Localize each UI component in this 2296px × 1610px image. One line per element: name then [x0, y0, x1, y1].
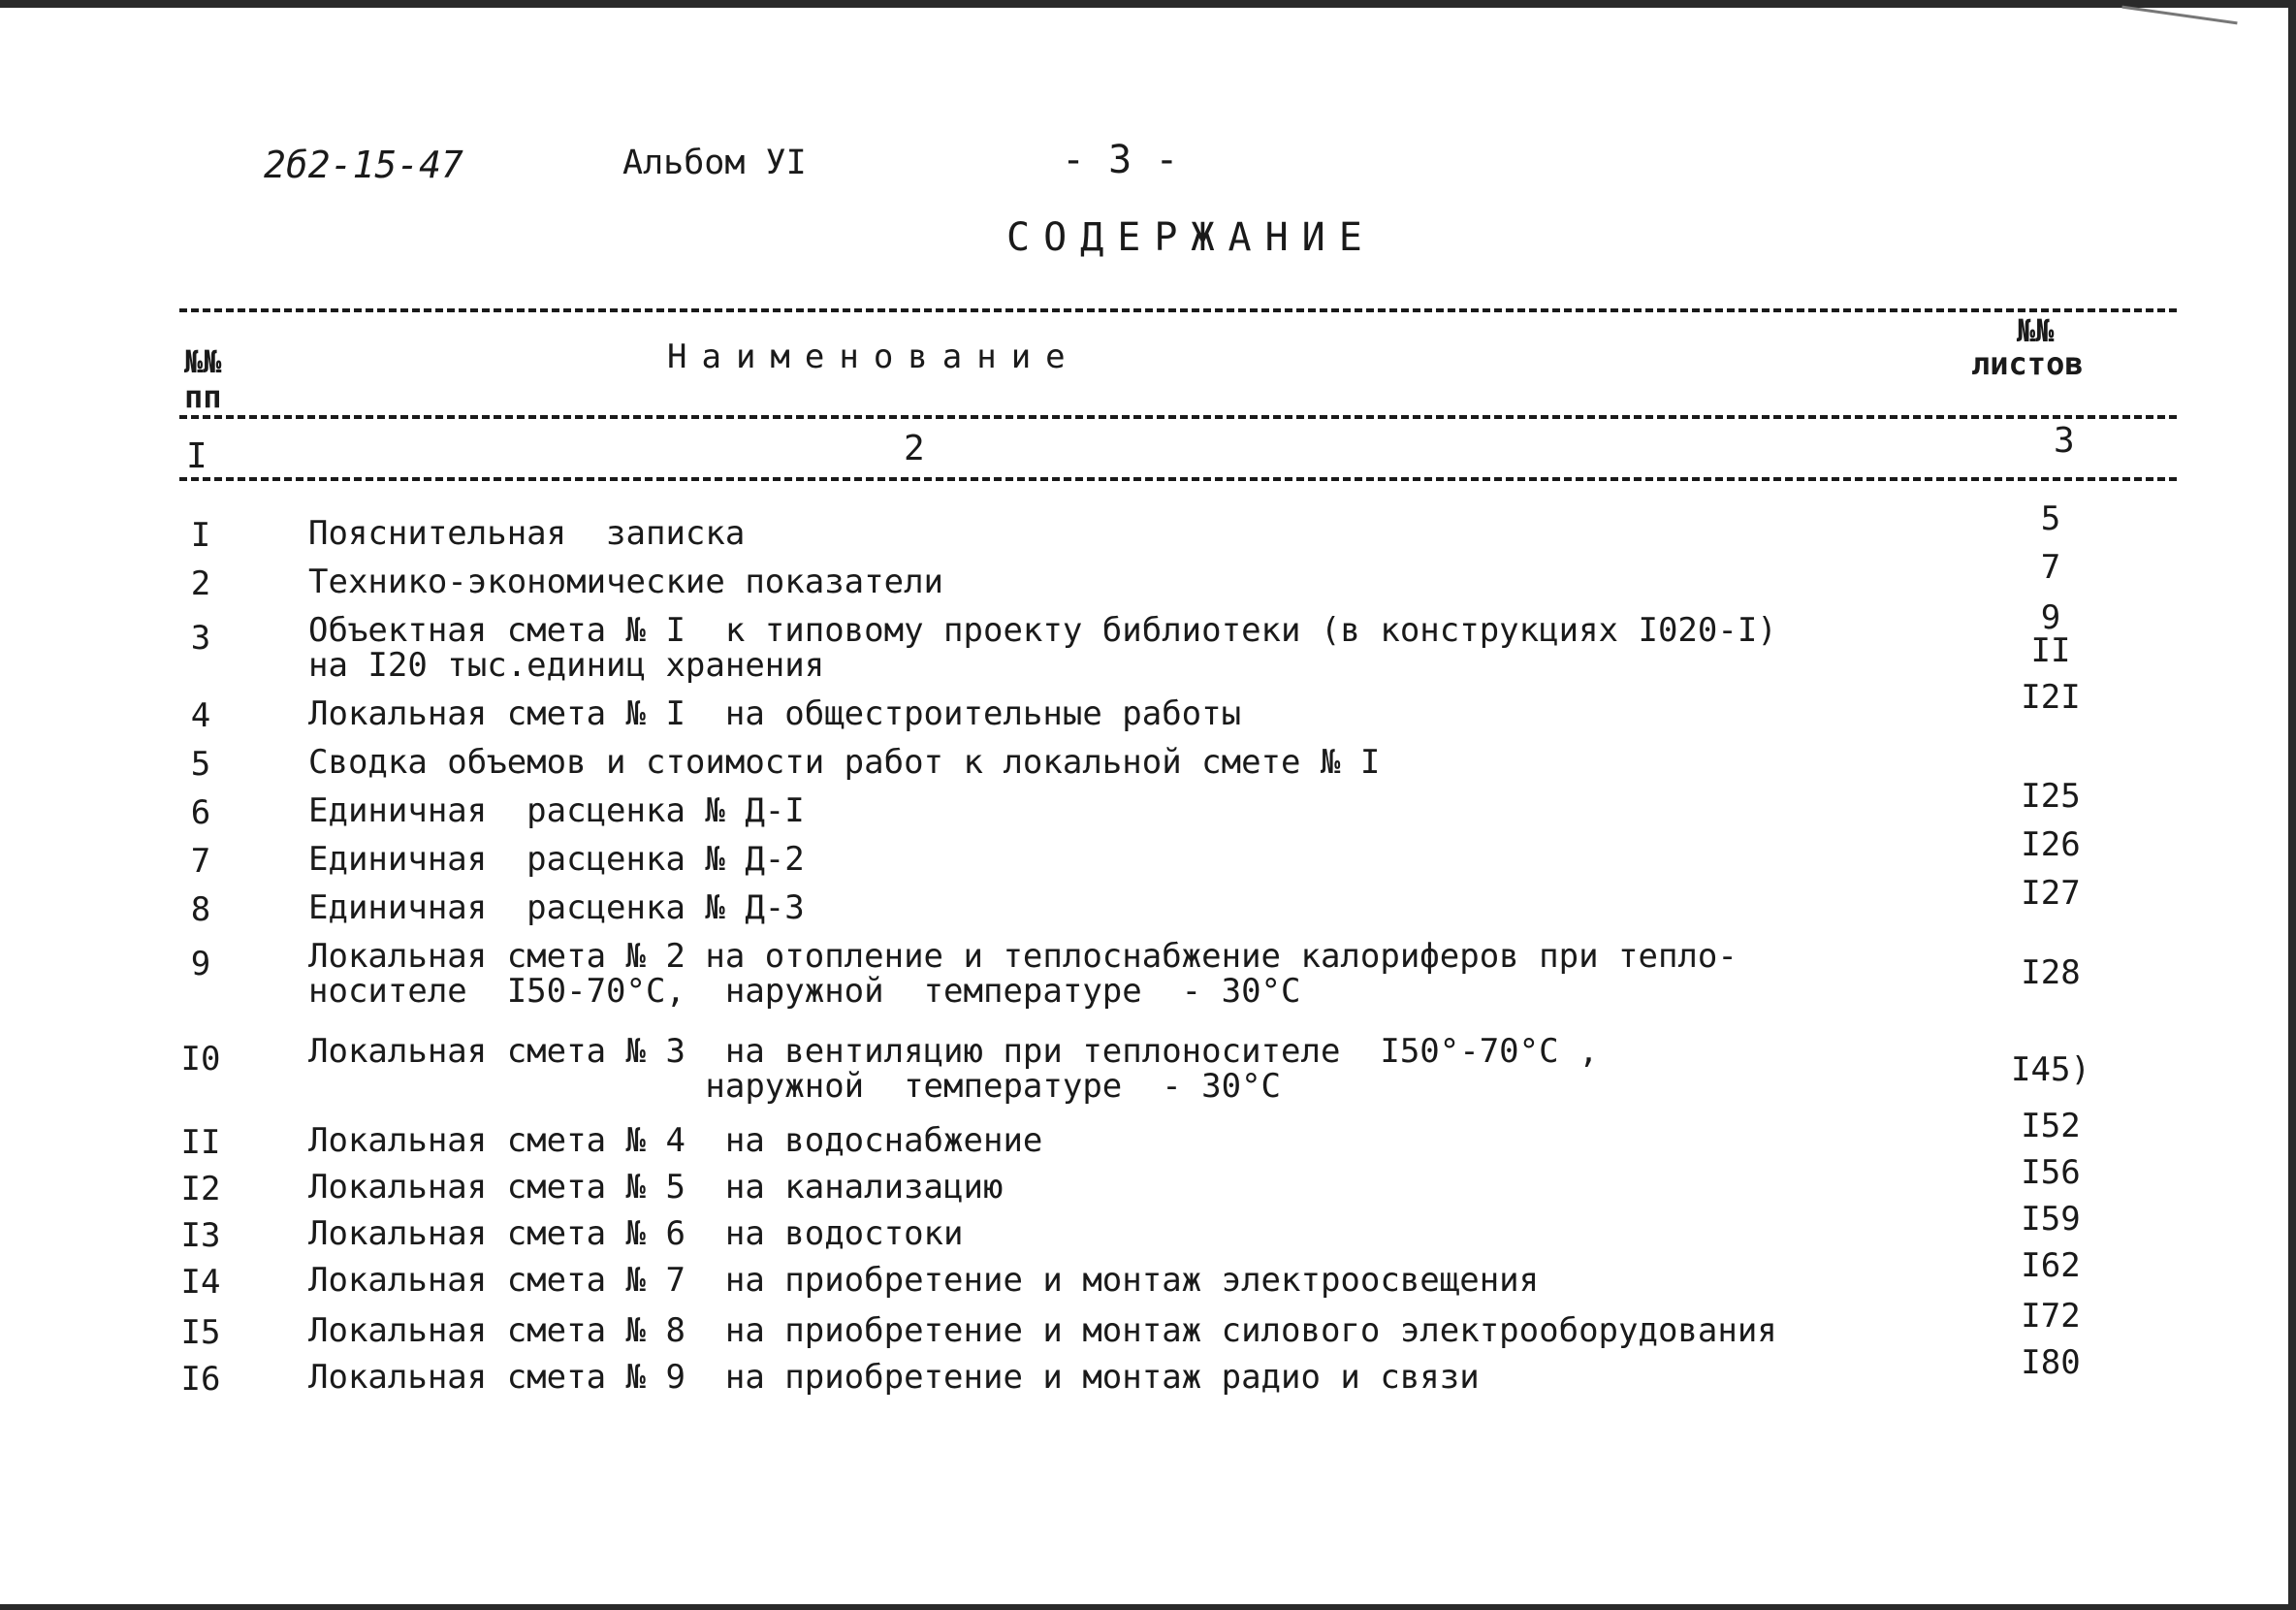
row-title: Единичная расценка № Д-I	[308, 791, 805, 830]
row-sheet: I28	[2021, 953, 2081, 992]
row-number: 4	[190, 696, 211, 735]
row-sheet: I52	[2021, 1107, 2081, 1145]
page-number: - 3 -	[1062, 138, 1179, 182]
row-title: Пояснительная записка	[308, 514, 746, 553]
row-number: I0	[180, 1040, 221, 1079]
row-number: I4	[180, 1263, 221, 1302]
document-code: 2б2-15-47	[264, 144, 463, 186]
row-sheet: I56	[2021, 1153, 2081, 1192]
row-title: Локальная смета № 6 на водостоки	[308, 1214, 964, 1253]
row-number: 2	[190, 564, 211, 603]
row-sheet: I59	[2021, 1200, 2081, 1239]
row-number: I3	[180, 1216, 221, 1255]
row-number: 9	[190, 945, 211, 983]
row-title: Сводка объемов и стоимости работ к локальной смете № I	[308, 743, 1381, 782]
row-title: Локальная смета № 7 на приобретение и монтаж электроосвещения	[308, 1261, 1540, 1300]
row-number: I5	[180, 1313, 221, 1352]
page-title: СОДЕРЖАНИЕ	[1006, 215, 1376, 260]
row-number: I	[190, 516, 211, 555]
column-number-1: I	[186, 436, 207, 476]
divider-top	[179, 308, 2177, 312]
row-sheet: I26	[2021, 825, 2081, 864]
column-number-2: 2	[904, 429, 925, 468]
row-number: 6	[190, 793, 211, 832]
row-sheet: I27	[2021, 874, 2081, 913]
row-title: Локальная смета № 5 на канализацию	[308, 1168, 1004, 1207]
row-sheet: I2I	[2021, 678, 2081, 717]
row-sheet: I80	[2021, 1343, 2081, 1382]
column-header-no-line2: пп	[184, 378, 222, 415]
column-header-sheets-line1: №№	[2017, 312, 2055, 349]
row-title: Единичная расценка № Д-3	[308, 888, 805, 927]
row-number: 8	[190, 890, 211, 929]
column-header-name: Наименование	[667, 338, 1080, 376]
scan-border-bottom	[0, 1604, 2296, 1610]
row-sheet: 7	[2040, 548, 2061, 587]
scan-mark	[2121, 6, 2237, 25]
column-header-no-line1: №№	[184, 343, 222, 380]
row-number: 7	[190, 842, 211, 881]
column-number-3: 3	[2054, 421, 2075, 461]
row-title: Локальная смета № 3 на вентиляцию при теплоносителе I50°-70°С , наружной температуре - 30°С	[308, 1032, 1599, 1106]
row-sheet: I45)	[2011, 1050, 2090, 1089]
divider-mid	[179, 415, 2177, 419]
album-label: Альбом УI	[622, 144, 807, 182]
row-title: Объектная смета № I к типовому проекту библиотеки (в конструкциях I020-I) на I20 тыс.единиц хранения	[308, 611, 1777, 685]
scan-border-top	[0, 0, 2296, 8]
row-sheet: 9 II	[2030, 598, 2071, 670]
row-sheet: I72	[2021, 1297, 2081, 1336]
row-title: Единичная расценка № Д-2	[308, 840, 805, 879]
row-title: Локальная смета № I на общестроительные работы	[308, 694, 1242, 733]
divider-header-bottom	[179, 477, 2177, 481]
row-number: 3	[190, 619, 211, 658]
row-sheet: I62	[2021, 1246, 2081, 1285]
row-number: I6	[180, 1360, 221, 1399]
row-number: 5	[190, 745, 211, 784]
row-title: Локальная смета № 4 на водоснабжение	[308, 1121, 1043, 1160]
row-sheet: 5	[2040, 499, 2061, 538]
scan-border-right	[2288, 0, 2296, 1610]
row-number: II	[180, 1123, 221, 1162]
column-header-sheets-line2: листов	[1971, 345, 2084, 382]
row-title: Локальная смета № 2 на отопление и теплоснабжение калориферов при тепло- носителе I50-70°С, наружной температуре - 30°С	[308, 937, 1738, 1011]
row-number: I2	[180, 1170, 221, 1208]
row-title: Технико-экономические показатели	[308, 563, 944, 601]
row-sheet: I25	[2021, 777, 2081, 816]
row-title: Локальная смета № 8 на приобретение и монтаж силового электрооборудования	[308, 1311, 1777, 1350]
row-title: Локальная смета № 9 на приобретение и монтаж радио и связи	[308, 1358, 1480, 1397]
